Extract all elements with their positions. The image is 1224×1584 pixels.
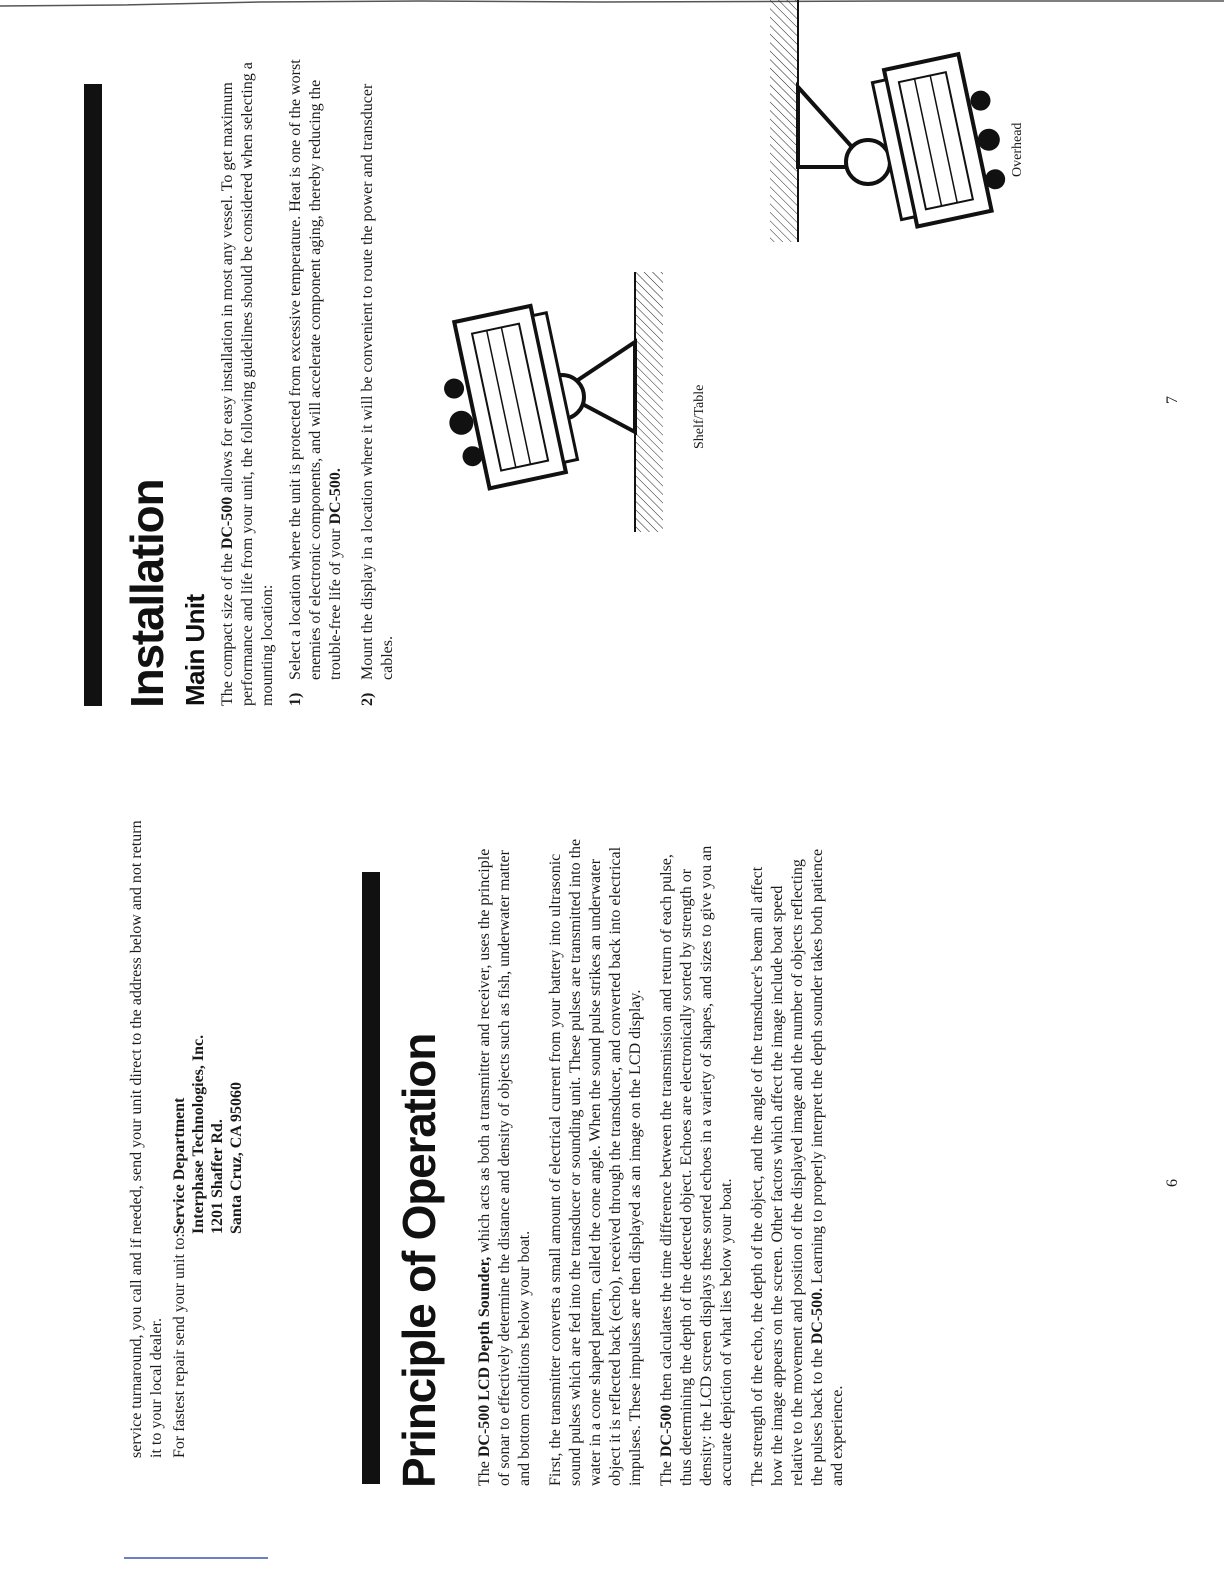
- page-6: [0, 792, 1224, 1584]
- address-street: 1201 Shaffer Rd.: [209, 1119, 226, 1234]
- principle-body: [475, 836, 859, 1486]
- page-number-6: 6: [1164, 1179, 1181, 1187]
- figure-caption-overhead: Overhead: [1010, 122, 1025, 177]
- page-number-7: 7: [1164, 396, 1181, 404]
- address-dept: Service Department: [171, 1097, 188, 1234]
- section-rule: [362, 872, 380, 1484]
- address-city: Santa Cruz, CA 95060: [228, 1081, 245, 1234]
- installation-steps: [286, 46, 410, 706]
- repair-label: For fastest repair send your unit to:: [171, 1233, 188, 1458]
- overhead-mount-diagram-icon: [760, 0, 1020, 262]
- intro-continued: service turnaround, you call and if needed, send your unit direct to the address below and not return it to your local dealer.: [128, 820, 165, 1458]
- list-item: 1) Select a location where the unit is protected from excessive temperature. Heat is one of the worst enemies of electronic components, and will accelerate component aging, thereby reducing the trouble-free life of your DC-500.: [287, 59, 344, 706]
- paragraph-3: The DC-500 then calculates the time difference between the transmission and return of each pulse, thus determining the depth of the detected object. Echoes are electronically sorted by strength or density: the LCD screen displays these sorted echoes in a variety of shapes, and sizes to give you an accurate depiction of what lies below your boat.: [658, 845, 735, 1486]
- paragraph-4: The strength of the echo, the depth of the object, and the angle of the transducer's beam all affect how the image appears on the screen. Other factors which affect the image include boat speed relative to the movement and position of the displayed image and the number of objects reflecting the pulses back to the DC-500. Learning to properly interpret the depth sounder takes both patience and experience.: [749, 848, 846, 1486]
- paragraph-2: First, the transmitter converts a small amount of electrical current from your battery into ultrasonic sound pulses which are fed into the transducer or sounding unit. These pulses are transmitted into the water in a cone shaped pattern, called the cone angle. When the sound pulse strikes an underwater object it is reflected back (echo), received through the transducer, and converted back into electrical impulses. These impulses are then displayed as an image on the LCD display.: [547, 838, 644, 1486]
- section-title-main-unit: Main Unit: [180, 594, 210, 706]
- product-name: DC-500 LCD Depth Sounder,: [476, 1256, 493, 1458]
- paragraph-1: The DC-500 LCD Depth Sounder, which acts as both a transmitter and receiver, uses the principle of sonar to effectively determine the distance and density of objects such as fish, underwater matter and bottom conditions below your boat.: [476, 848, 533, 1486]
- figure-caption-shelf: Shelf/Table: [692, 384, 707, 449]
- list-item: 2) Mount the display in a location where it will be convenient to route the power and transducer cables.: [359, 83, 396, 706]
- installation-intro: The compact size of the DC-500 allows for easy installation in most any vessel. To get maximum performance and life from your unit, the following guidelines should be considered when selecting a mounting location:: [219, 62, 276, 706]
- page-title-principle: Principle of Operation: [393, 1033, 445, 1488]
- page-title-installation: Installation: [121, 479, 173, 708]
- shelf-mount-diagram-icon: [430, 242, 680, 542]
- service-address: [170, 834, 246, 1234]
- step-number: 1): [287, 692, 304, 706]
- address-company: Interphase Technologies, Inc.: [190, 1034, 207, 1234]
- section-rule-right: [84, 84, 102, 706]
- step-number: 2): [359, 692, 376, 706]
